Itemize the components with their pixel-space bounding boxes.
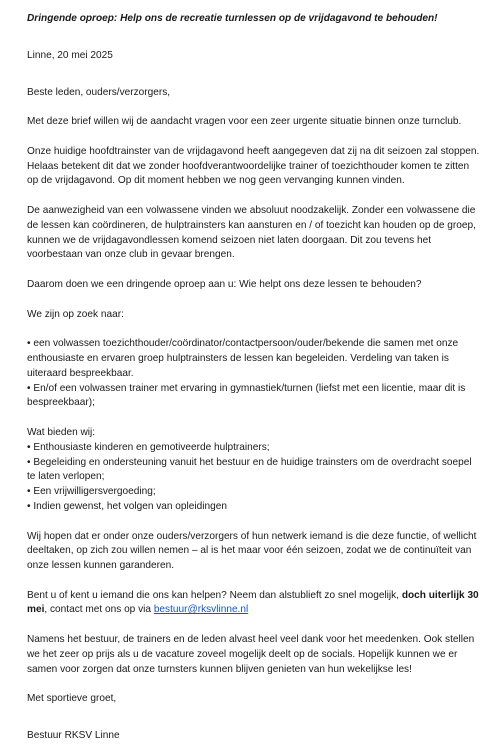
necessity-line: voorbestaan van onze club in gevaar brengen. — [27, 249, 235, 261]
list-item: • Enthousiaste kinderen en gemotiveerde hulptrainers; — [27, 441, 270, 453]
list-item: uiteraard bespreekbaar. — [27, 367, 134, 379]
hope-paragraph — [27, 530, 480, 574]
deadline-text: mei — [27, 604, 45, 616]
list-item: • Een vrijwilligersvergoeding; — [27, 486, 156, 498]
situation-line: Helaas betekent dit dat we zonder hoofdverantwoordelijke trainer of toezichthouder komen te zitten — [27, 160, 470, 172]
contact-text: Bent u of kent u iemand die ons kan helpen? Neem dan alstublieft zo snel mogelijk, — [27, 589, 402, 601]
contact-line — [27, 603, 480, 618]
letter-title: Dringende oproep: Help ons de recreatie turnlessen op de vrijdagavond te behouden! — [27, 13, 438, 24]
looking-heading: We zijn op zoek naar: — [27, 308, 124, 320]
hope-line: onze lessen kunnen garanderen. — [27, 560, 175, 572]
thanks-line: samen voor zorgen dat onze turnsters kunnen blijven genieten van hun wekelijkse les! — [27, 663, 412, 675]
intro-paragraph: Met deze brief willen wij de aandacht vragen voor een zeer urgente situatie binnen onze turnclub. — [27, 116, 462, 128]
contact-paragraph — [27, 589, 480, 619]
date-line: Linne, 20 mei 2025 — [27, 49, 113, 61]
contact-text: , contact met ons op via — [44, 604, 154, 616]
necessity-line: kunnen we de vrijdagavondlessen komend seizoen niet laten doorgaan. Dit zou tevens het — [27, 234, 432, 246]
list-item: • Indien gewenst, het volgen van opleidingen — [27, 500, 227, 512]
list-item: bespreekbaar); — [27, 397, 95, 409]
list-item: • een volwassen toezichthouder/coördinator/contactpersoon/ouder/bekende die samen met onze — [27, 338, 459, 350]
situation-paragraph — [27, 145, 480, 189]
offer-heading: Wat bieden wij: — [27, 426, 96, 438]
list-item: • En/of een volwassen trainer met ervaring in gymnastiek/turnen (liefst met een licentie, maar dit is — [27, 382, 466, 394]
thanks-paragraph — [27, 633, 480, 677]
list-item: enthousiaste en ervaren groep hulptrainsters de lessen kan begeleiden. Verdeling van taken is — [27, 352, 449, 364]
email-link[interactable]: bestuur@rksvlinne.nl — [153, 604, 249, 616]
hope-line: deeltaken, op zich zou willen nemen – al is het maar voor één seizoen, zodat we de continuïteit van — [27, 545, 472, 557]
thanks-line: Namens het bestuur, de trainers en de leden alvast heel veel dank voor het meedenken. Ook stellen — [27, 634, 475, 646]
situation-line: op de vrijdagavond. Op dit moment hebben we nog geen vervanging kunnen vinden. — [27, 175, 405, 187]
salutation: Beste leden, ouders/verzorgers, — [27, 86, 171, 98]
necessity-line: De aanwezigheid van een volwassene vinden we absoluut noodzakelijk. Zonder een volwassene die — [27, 204, 476, 216]
hope-line: Wij hopen dat er onder onze ouders/verzorgers of hun netwerk iemand is die deze functie, of wellicht — [27, 530, 477, 542]
question-paragraph: Daarom doen we een dringende oproep aan u: Wie helpt ons deze lessen te behouden? — [27, 278, 422, 290]
closing: Met sportieve groet, — [27, 693, 117, 705]
looking-list — [27, 337, 480, 411]
situation-line: Onze huidige hoofdtrainster van de vrijdagavond heeft aangegeven dat zij na dit seizoen zal stoppen. — [27, 145, 480, 157]
necessity-line: de lessen kan coördineren, de hulptrainsters kan aansturen en / of toezicht kan houden op de groep, — [27, 219, 476, 231]
necessity-paragraph — [27, 204, 480, 263]
signature: Bestuur RKSV Linne — [27, 730, 120, 742]
list-item: • Begeleiding en ondersteuning vanuit het bestuur en de huidige trainsters om de overdracht soepel — [27, 456, 472, 468]
offer-list — [27, 426, 480, 515]
deadline-text: doch uiterlijk 30 — [401, 589, 479, 601]
list-item: te laten verlopen; — [27, 471, 105, 483]
contact-line — [27, 589, 480, 604]
thanks-line: we het zeer op prijs als u de vacature zoveel mogelijk deelt op de socials. Hopelijk kunnen we er — [27, 648, 458, 660]
